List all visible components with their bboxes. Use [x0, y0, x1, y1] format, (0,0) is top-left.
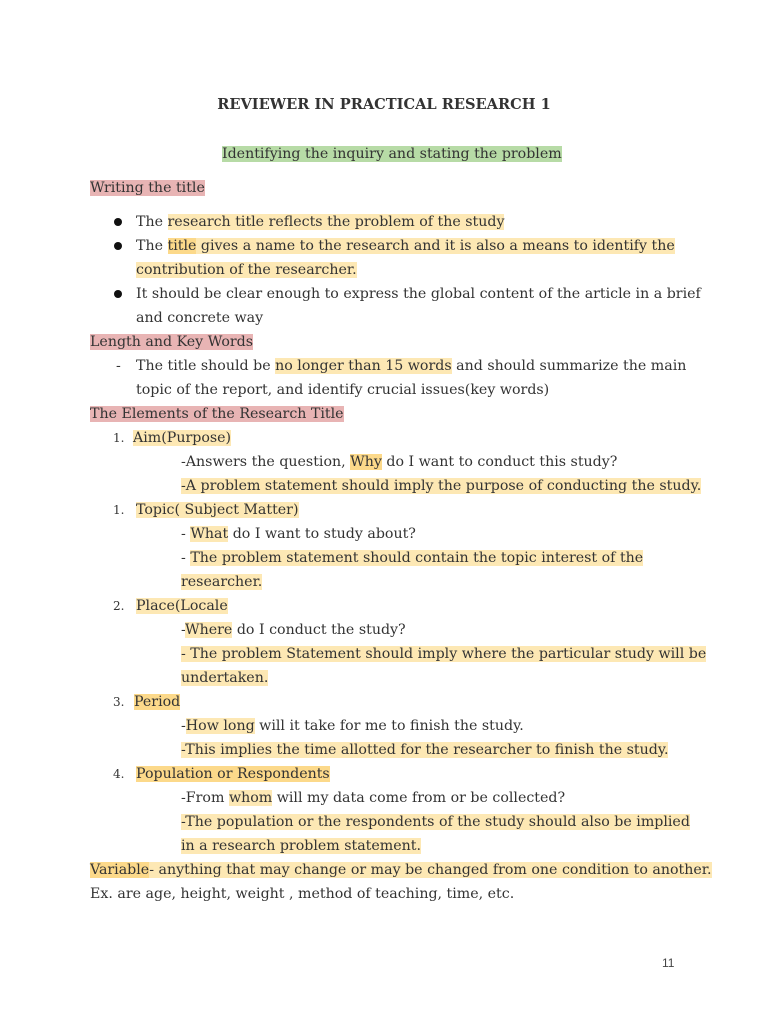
variable-definition: [90, 858, 712, 882]
list-number: 3.: [113, 695, 125, 709]
highlight-run: title: [167, 238, 197, 254]
length-item-cont: topic of the report, and identify crucial issues(key words): [136, 382, 550, 398]
list-number: 2.: [113, 599, 125, 613]
highlight-run: -The population or the respondents of the study should also be implied: [181, 814, 690, 830]
highlight-run: Place(Locale: [136, 598, 228, 614]
writing-title-heading-text: Writing the title: [90, 180, 205, 196]
text-run: do I want to study about?: [228, 526, 416, 542]
section-heading-text: Identifying the inquiry and stating the problem: [222, 146, 562, 162]
period-label: [134, 690, 180, 714]
bullet-icon: [114, 290, 122, 298]
dash-marker: -: [116, 358, 121, 374]
highlight-run: reflects the problem of the study: [264, 214, 505, 230]
topic-line-1: [181, 522, 416, 546]
highlight-run: Aim(Purpose): [133, 430, 232, 446]
topic-line-2: [181, 546, 643, 570]
place-line-1: [181, 618, 406, 642]
highlight-run: in a research problem statement.: [181, 838, 421, 854]
list-number: 4.: [113, 767, 125, 781]
length-keywords-heading-text: Length and Key Words: [90, 334, 254, 350]
text-run: do I want to conduct this study?: [381, 454, 618, 470]
highlight-run: research title: [167, 214, 265, 230]
highlight-run: Period: [134, 694, 181, 710]
highlight-run: Where: [185, 622, 233, 638]
population-label: [136, 762, 330, 786]
bullet-item-1: [136, 210, 504, 234]
text-run: will my data come from or be collected?: [272, 790, 566, 806]
writing-title-heading: [90, 176, 205, 200]
text-run: -: [181, 526, 191, 542]
length-keywords-heading: [90, 330, 253, 354]
highlight-run: no longer than 15 words: [275, 358, 452, 374]
period-line-2: [181, 738, 668, 762]
highlight-run: researcher.: [181, 574, 263, 590]
highlight-run: - The problem Statement should imply where the particular study will be: [181, 646, 707, 662]
elements-heading-text: The Elements of the Research Title: [90, 406, 344, 422]
period-line-1: [181, 714, 524, 738]
bullet-item-2-cont: [136, 258, 357, 282]
page-number: 11: [662, 956, 675, 970]
text-run: The: [136, 214, 168, 230]
text-run: and should summarize the main: [451, 358, 687, 374]
highlight-run: How long: [185, 718, 255, 734]
highlight-run: Variable: [90, 862, 150, 878]
highlight-run: - anything that may change or may be changed from one condition to another.: [149, 862, 712, 878]
place-label: [136, 594, 228, 618]
aim-line-1: [181, 450, 617, 474]
population-line-1: [181, 786, 565, 810]
text-run: -: [181, 718, 186, 734]
bullet-icon: [114, 242, 122, 250]
highlight-run: -This implies the time allotted for the researcher to finish the study.: [181, 742, 669, 758]
highlight-run: What: [190, 526, 229, 542]
text-run: -Answers the question,: [181, 454, 351, 470]
variable-examples: Ex. are age, height, weight , method of teaching, time, etc.: [90, 886, 515, 902]
list-number: 1.: [113, 431, 125, 445]
text-run: The title should be: [136, 358, 276, 374]
place-line-2-cont: [181, 666, 268, 690]
bullet-icon: [114, 218, 122, 226]
highlight-run: The problem statement should contain the topic interest of the: [190, 550, 644, 566]
text-run: will it take for me to finish the study.: [254, 718, 524, 734]
place-line-2: [181, 642, 706, 666]
bullet-item-3: It should be clear enough to express the global content of the article in a brief: [136, 286, 701, 302]
highlight-run: Population or Respondents: [136, 766, 330, 782]
elements-heading: [90, 402, 344, 426]
text-run: do I conduct the study?: [232, 622, 406, 638]
text-run: -: [181, 622, 186, 638]
section-heading: [222, 142, 562, 166]
list-number: 1.: [113, 503, 125, 517]
highlight-run: whom: [228, 790, 273, 806]
highlight-run: -A problem statement should imply the purpose of conducting the study.: [181, 478, 702, 494]
topic-line-2-cont: [181, 570, 262, 594]
highlight-run: contribution of the researcher.: [136, 262, 357, 278]
population-line-2: [181, 810, 690, 834]
highlight-run: undertaken.: [181, 670, 269, 686]
highlight-run: Why: [350, 454, 382, 470]
document-title: REVIEWER IN PRACTICAL RESEARCH 1: [217, 96, 551, 113]
text-run: -From: [181, 790, 229, 806]
aim-label: [133, 426, 231, 450]
length-item: [136, 354, 686, 378]
highlight-run: Topic( Subject Matter): [136, 502, 299, 518]
text-run: The: [136, 238, 168, 254]
topic-label: [136, 498, 299, 522]
aim-line-2: [181, 474, 701, 498]
bullet-item-2: [136, 234, 675, 258]
highlight-run: gives a name to the research and it is also a means to identify the: [196, 238, 675, 254]
bullet-item-3-cont: and concrete way: [136, 310, 264, 326]
population-line-2-cont: [181, 834, 421, 858]
text-run: -: [181, 550, 191, 566]
